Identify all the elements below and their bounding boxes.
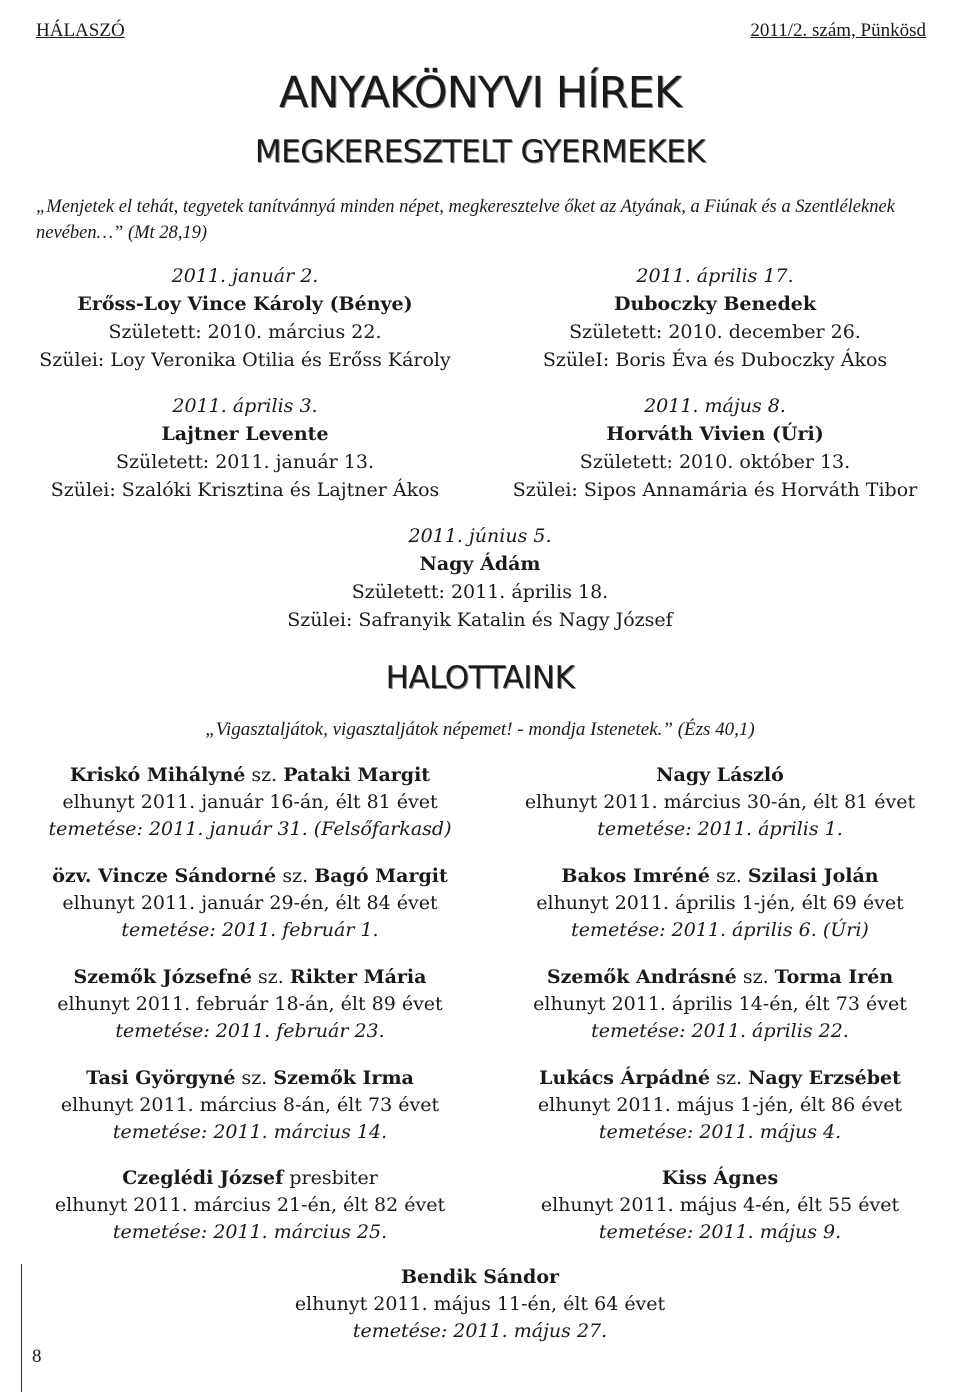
deceased-name: Czeglédi József presbiter xyxy=(122,1167,378,1189)
death-date: elhunyt 2011. március 30-án, élt 81 évet xyxy=(524,791,916,813)
baptism-entry xyxy=(250,522,710,634)
deceased-name: Kriskó Mihályné sz. Pataki Margit xyxy=(69,764,431,786)
baptism-date: 2011. január 2. xyxy=(171,265,319,287)
header-publication: HÁLASZÓ xyxy=(36,20,125,41)
page-margin-line xyxy=(21,1264,22,1392)
funeral-date: temetése: 2011. április 22. xyxy=(591,1020,849,1042)
funeral-date: temetése: 2011. május 27. xyxy=(352,1320,608,1342)
page-number: 8 xyxy=(32,1346,42,1367)
funeral-date: temetése: 2011. március 14. xyxy=(112,1121,388,1143)
deceased-entry xyxy=(480,863,960,944)
header-issue: 2011/2. szám, Pünkösd xyxy=(750,20,926,41)
deceased-name: Szemők Józsefné sz. Rikter Mária xyxy=(73,966,427,988)
parents: Szülei: Safranyik Katalin és Nagy József xyxy=(287,609,673,631)
baptism-entry xyxy=(490,262,940,374)
deceased-entry xyxy=(480,964,960,1045)
birth-date: Született: 2010. október 13. xyxy=(579,451,851,473)
baptism-date: 2011. április 3. xyxy=(172,395,318,417)
death-date: elhunyt 2011. május 4-én, élt 55 évet xyxy=(540,1194,900,1216)
death-date: elhunyt 2011. március 8-án, élt 73 évet xyxy=(60,1094,440,1116)
death-date: elhunyt 2011. február 18-án, élt 89 évet xyxy=(57,993,443,1015)
deceased-name: Bakos Imréné sz. Szilasi Jolán xyxy=(561,865,879,887)
deceased-quote: „Vigasztaljátok, vigasztaljátok népemet! - mondja Istenetek.” (Ézs 40,1) xyxy=(205,719,755,740)
deceased-name: özv. Vincze Sándorné sz. Bagó Margit xyxy=(52,865,448,887)
funeral-date: temetése: 2011. január 31. (Felsőfarkasd) xyxy=(48,818,452,840)
deceased-name: Tasi Györgyné sz. Szemők Irma xyxy=(86,1067,414,1089)
death-date: elhunyt 2011. április 14-én, élt 73 évet xyxy=(533,993,907,1015)
death-date: elhunyt 2011. május 1-jén, élt 86 évet xyxy=(537,1094,903,1116)
baptism-entry xyxy=(20,392,470,504)
funeral-date: temetése: 2011. április 6. (Úri) xyxy=(571,919,869,941)
child-name: Erőss-Loy Vince Károly (Bénye) xyxy=(77,293,413,315)
parents: Szülei: Loy Veronika Otilia és Erőss Károly xyxy=(39,349,451,371)
deceased-name: Bendik Sándor xyxy=(400,1266,560,1288)
parents: Szülei: Szalóki Krisztina és Lajtner Ákos xyxy=(50,479,440,501)
death-date: elhunyt 2011. április 1-jén, élt 69 évet xyxy=(536,892,904,914)
death-date: elhunyt 2011. május 11-én, élt 64 évet xyxy=(294,1293,666,1315)
funeral-date: temetése: 2011. május 4. xyxy=(598,1121,842,1143)
birth-date: Született: 2010. december 26. xyxy=(569,321,861,343)
deceased-entry xyxy=(480,762,960,843)
death-date: elhunyt 2011. március 21-én, élt 82 évet xyxy=(54,1194,446,1216)
deceased-entry xyxy=(480,1165,960,1246)
baptism-date: 2011. május 8. xyxy=(644,395,786,417)
funeral-date: temetése: 2011. február 23. xyxy=(115,1020,385,1042)
baptism-entry xyxy=(490,392,940,504)
baptism-date: 2011. április 17. xyxy=(636,265,794,287)
funeral-date: temetése: 2011. április 1. xyxy=(597,818,843,840)
deceased-entry xyxy=(20,1165,480,1246)
page-title: ANYAKÖNYVI HÍREK xyxy=(278,68,682,118)
deceased-entry xyxy=(20,863,480,944)
funeral-date: temetése: 2011. május 9. xyxy=(598,1221,842,1243)
parents: SzüleI: Boris Éva és Duboczky Ákos xyxy=(542,349,888,371)
deceased-name: Kiss Ágnes xyxy=(661,1167,779,1189)
deceased-entry xyxy=(250,1264,710,1345)
baptism-entry xyxy=(20,262,470,374)
funeral-date: temetése: 2011. március 25. xyxy=(112,1221,388,1243)
funeral-date: temetése: 2011. február 1. xyxy=(121,919,379,941)
deceased-section-title: HALOTTAINK xyxy=(385,660,575,696)
death-date: elhunyt 2011. január 29-én, élt 84 évet xyxy=(62,892,438,914)
baptized-section-title: MEGKERESZTELT GYERMEKEK xyxy=(254,134,706,170)
child-name: Horváth Vivien (Úri) xyxy=(606,423,824,445)
death-date: elhunyt 2011. január 16-án, élt 81 évet xyxy=(62,791,438,813)
child-name: Lajtner Levente xyxy=(161,423,329,445)
deceased-name: Szemők Andrásné sz. Torma Irén xyxy=(546,966,894,988)
deceased-name: Lukács Árpádné sz. Nagy Erzsébet xyxy=(539,1067,901,1089)
child-name: Nagy Ádám xyxy=(419,553,541,575)
birth-date: Született: 2010. március 22. xyxy=(108,321,382,343)
birth-date: Született: 2011. január 13. xyxy=(116,451,374,473)
deceased-name: Nagy László xyxy=(656,764,784,786)
deceased-entry xyxy=(20,1065,480,1146)
baptism-date: 2011. június 5. xyxy=(408,525,552,547)
child-name: Duboczky Benedek xyxy=(613,293,816,315)
birth-date: Született: 2011. április 18. xyxy=(351,581,609,603)
parents: Szülei: Sipos Annamária és Horváth Tibor xyxy=(512,479,918,501)
deceased-entry xyxy=(20,964,480,1045)
deceased-entry xyxy=(20,762,480,843)
deceased-entry xyxy=(480,1065,960,1146)
baptized-quote: „Menjetek el tehát, tegyetek tanítvánnyá minden népet, megkeresztelve őket az Atyának, a Fiúnak és a Szentléleknek nevében…” (Mt 28,19) xyxy=(36,197,895,243)
